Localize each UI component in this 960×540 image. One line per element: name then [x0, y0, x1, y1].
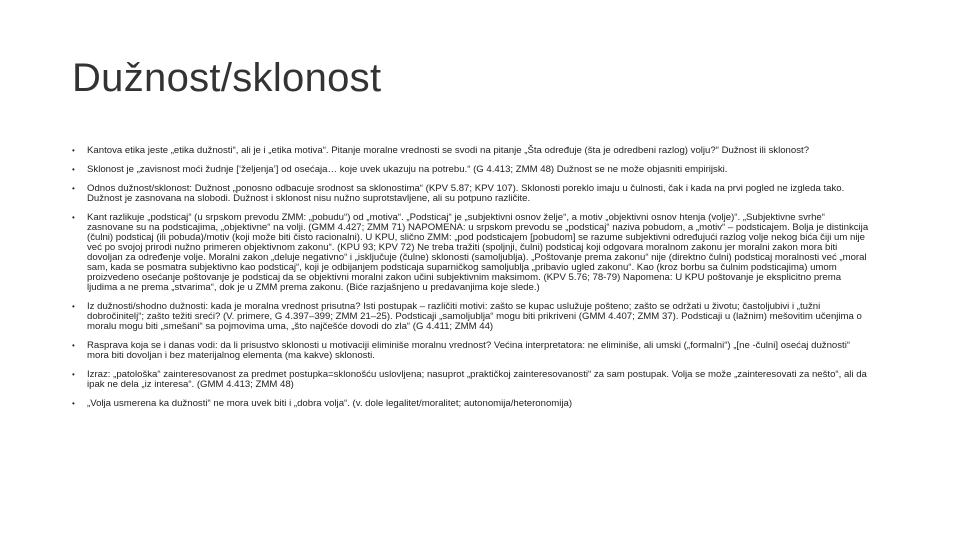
bullet-dot-icon: • — [72, 399, 75, 408]
slide-title: Dužnost/sklonost — [72, 56, 382, 100]
bullet-dot-icon: • — [72, 146, 75, 155]
bullet-item — [72, 184, 872, 204]
bullet-item — [72, 165, 872, 175]
bullet-item — [72, 370, 872, 390]
bullet-dot-icon: • — [72, 184, 75, 193]
bullet-dot-icon: • — [72, 370, 75, 379]
bullet-list — [72, 146, 872, 418]
bullet-item — [72, 341, 872, 361]
bullet-item — [72, 302, 872, 332]
bullet-text: Kant razlikuje „podsticaj“ (u srpskom prevodu ZMM: „pobudu“) od „motiva“. „Podsticaj“ je „subjektivni osnov želje“, a motiv „objektivni osnov htenja (volje)“. „Subjektivne svrhe“ zasnovane su na podsticajima, „objektivne“ na volji. (GMM 4.427; ZMM 71) NAPOMENA: u srpskom prevodu se „podsticaj“ naziva pobudom, a „motiv“ – podsticajem. Bolja je distinkcija (čulni) podsticaj (ili pobuda)/motiv (koji može biti čisto racionalni). U KPU, slično ZMM: „pod podsticajem [pobudom] se razume subjektivni određujući razlog volje nekog bića čiji um nije već po svojoj prirodi nužno primeren objektivnom zakonu“. (KPU 93; KPV 72) Ne treba tražiti (spoljnji, čulni) podsticaj koji odgovara moralnom zakonu jer moralni zakon mora biti dovoljan za određenje volje. Moralni zakon „deluje negativno“ i „isključuje (čulne) sklonosti (samoljublja). „Poštovanje prema zakonu“ nije (direktno čulni) podsticaj moralnosti već „moral sam, kada se posmatra subjektivno kao podsticaj“, koji je odbijanjem podsticaja suparničkog samoljublja „pribavio ugled zakonu“. Kao (kroz borbu sa čulnim podsticajima) umom proizvedeno osećanje poštovanje je podsticaj da se objektivni moralni zakon učini subjektivnim maksimom. (KPV 5.76; 78-79) Napomena: U KPU poštovanje je eksplicitno prema ljudima a ne prema „stvarima“, dok je u ZMM prema zakonu. (Biće razjašnjeno u predavanjima koje slede.) — [87, 212, 869, 293]
bullet-text: „Volja usmerena ka dužnosti“ ne mora uvek biti i „dobra volja“. (v. dole legalitet/moralitet; autonomija/heteronomija) — [87, 398, 573, 409]
bullet-text: Sklonost je „zavisnost moći žudnje [‘željenja’] od osećaja… koje uvek ukazuju na potrebu.“ (G 4.413; ZMM 48) Dužnost se ne može objasniti empirijski. — [87, 164, 728, 175]
bullet-text: Rasprava koja se i danas vodi: da li prisustvo sklonosti u motivaciji eliminiše moralnu vrednost? Većina interpretatora: ne eliminiše, ali umski („formalni“) „[ne -čulni] osećaj dužnosti“ mora biti dovoljan i bez materijalnog elementa (ma kakve) sklonosti. — [87, 340, 851, 361]
bullet-item — [72, 146, 872, 156]
bullet-dot-icon: • — [72, 213, 75, 222]
bullet-dot-icon: • — [72, 165, 75, 174]
bullet-dot-icon: • — [72, 341, 75, 350]
bullet-dot-icon: • — [72, 302, 75, 311]
bullet-text: Izraz: „patološka“ zainteresovanost za predmet postupka=sklonošću uslovljena; nasuprot „praktičkoj zainteresovanosti“ za sam postupak. Volja se može „zainteresovati za nešto“, ali da ipak ne dela „iz interesa“. (GMM 4.413; ZMM 48) — [87, 369, 867, 390]
bullet-text: Kantova etika jeste „etika dužnosti“, ali je i „etika motiva“. Pitanje moralne vrednosti se svodi na pitanje „Šta određuje (šta je odredbeni razlog) volju?“ Dužnost ili sklonost? — [87, 145, 810, 156]
bullet-text: Iz dužnosti/shodno dužnosti: kada je moralna vrednost prisutna? Isti postupak – različiti motivi: zašto se kupac uslužuje pošteno; zašto se održati u životu; častoljubivi i „tužni dobročinitelj“; zašto težiti sreći? (V. primere, G 4.397–399; ZMM 21–25). Podsticaji „samoljublja“ mogu biti prikriveni (GMM 4.407; ZMM 37). Podsticaji u (lažnim) mešovitim učenjima o moralu mogu biti „smešani“ sa pojmovima uma, „što najčešće dovodi do zla“ (G 4.411; ZMM 44) — [87, 301, 862, 332]
bullet-text: Odnos dužnost/sklonost: Dužnost „ponosno odbacuje srodnost sa sklonostima“ (KPV 5.87; KPV 107). Sklonosti poreklo imaju u čulnosti, čak i kada na prvi pogled ne izgleda tako. Dužnost je zasnovana na slobodi. Dužnost i sklonost nisu nužno suprotstavljene, ali su potpuno različite. — [87, 183, 845, 204]
bullet-item — [72, 399, 872, 409]
bullet-item — [72, 213, 872, 293]
